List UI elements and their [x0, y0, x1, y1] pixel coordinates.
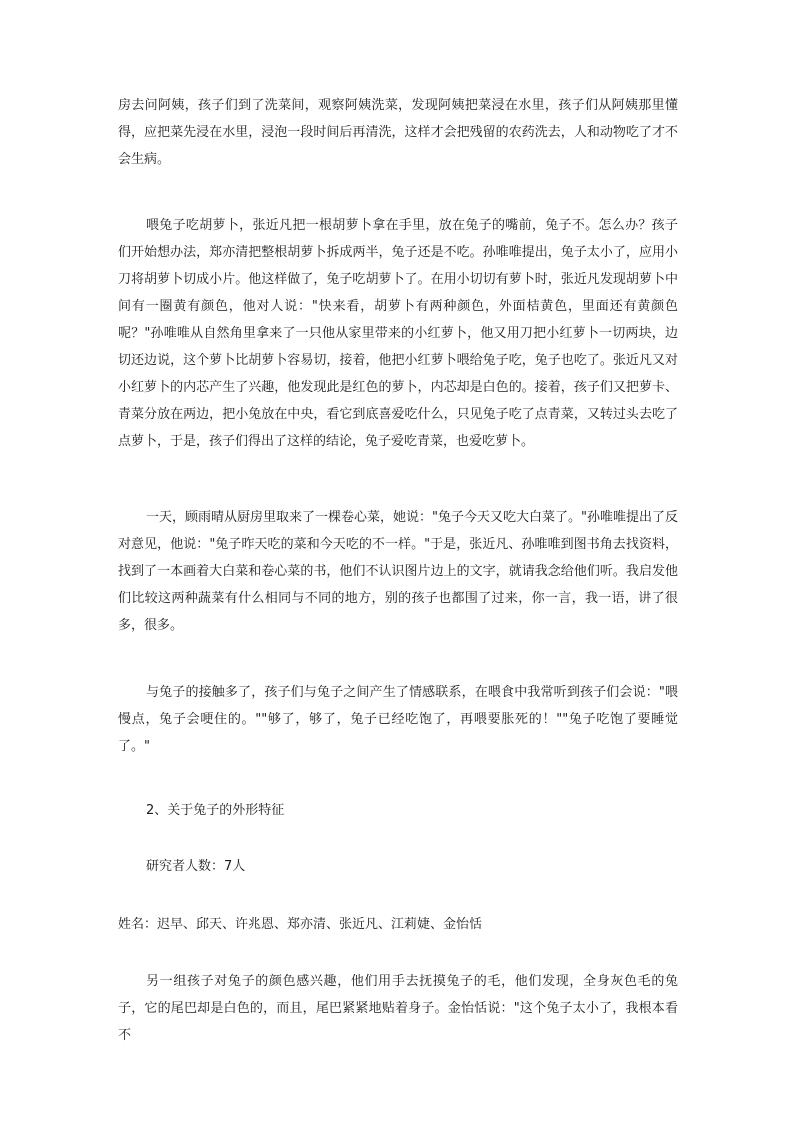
- researcher-names: 姓名：迟早、邱天、许兆恩、郑亦清、张近凡、江莉婕、金怡恬: [118, 917, 483, 932]
- paragraph-feeding-carrots: 喂兔子吃胡萝卜，张近凡把一根胡萝卜拿在手里，放在兔子的嘴前，兔子不。怎么办？孩子们开始想办法，郑亦清把整根胡萝卜拆成两半，兔子还是不吃。孙唯唯提出，兔子太小了，应用小刀将胡萝卜切成小片。他这样做了，兔子吃胡萝卜了。在用小切切有萝卜时，张近凡发现胡萝卜中间有一圈黄有颜色，他对人说："快来看，胡萝卜有两种颜色，外面桔黄色，里面还有黄颜色呢？"孙唯唯从自然角里拿来了一只他从家里带来的小红萝卜，他又用刀把小红萝卜一切两块，边切还边说，这个萝卜比胡萝卜容易切，接着，他把小红萝卜喂给兔子吃，兔子也吃了。张近凡又对小红萝卜的内芯产生了兴趣，他发现此是红色的萝卜，内芯却是白色的。接着，孩子们又把萝卡、青菜分放在两边，把小兔放在中央，看它到底喜爱吃什么，只见兔子吃了点青菜，又转过头去吃了点萝卜，于是，孩子们得出了这样的结论，兔子爱吃青菜，也爱吃萝卜。: [118, 218, 678, 449]
- researcher-count: 研究者人数：7人: [146, 859, 246, 874]
- section-heading-appearance: 2、关于兔子的外形特征: [146, 803, 285, 818]
- paragraph-fur-color: 另一组孩子对兔子的颜色感兴趣，他们用手去抚摸兔子的毛，他们发现，全身灰色毛的兔子，它的尾巴却是白色的，而且，尾巴紧紧地贴着身子。金怡恬说："这个兔子太小了，我根本看不: [118, 974, 678, 1043]
- paragraph-cabbage-comparison: 一天，顾雨晴从厨房里取来了一棵卷心菜，她说："兔子今天又吃大白菜了。"孙唯唯提出了反对意见，他说："兔子昨天吃的菜和今天吃的不一样。"于是，张近凡、孙唯唯到图书角去找资料，找到了一本画着大白菜和卷心菜的书，他们不认识图片边上的文字，就请我念给他们听。我启发他们比较这两种蔬菜有什么相同与不同的地方，别的孩子也都围了过来，你一言，我一语，讲了很多，很多。: [118, 510, 678, 633]
- paragraph-washing-vegetables: 房去问阿姨，孩子们到了洗菜间，观察阿姨洗菜，发现阿姨把菜浸在水里，孩子们从阿姨那里懂得，应把菜先浸在水里，浸泡一段时间后再清洗，这样才会把残留的农药洗去，人和动物吃了才不会生病。: [118, 98, 678, 167]
- paragraph-emotional-bond: 与兔子的接触多了，孩子们与兔子之间产生了情感联系，在喂食中我常听到孩子们会说："喂慢点，兔子会哽住的。""够了，够了，兔子已经吃饱了，再喂要胀死的！""兔子吃饱了要睡觉了。": [118, 685, 678, 754]
